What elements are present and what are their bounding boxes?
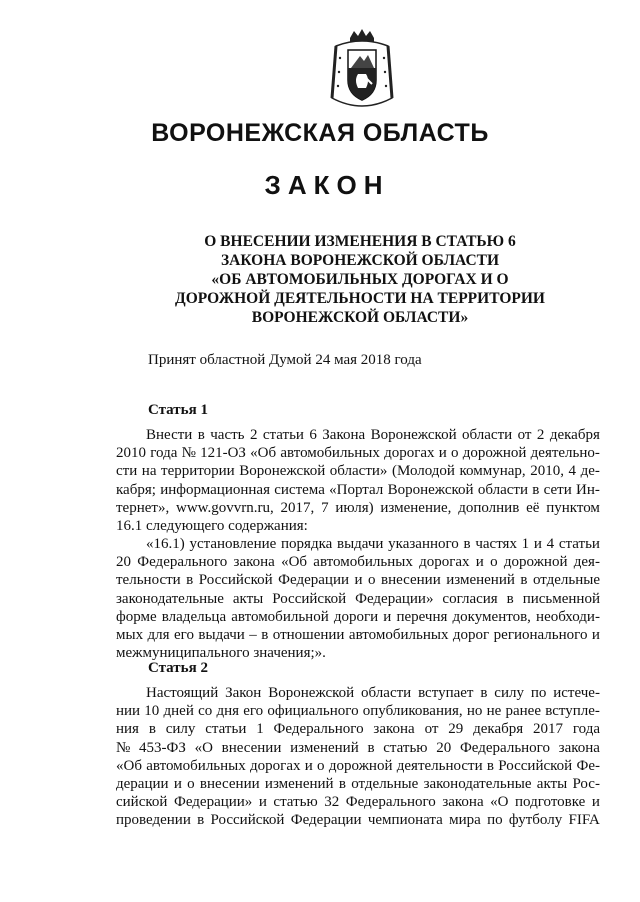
title-line: ЗАКОНА ВОРОНЕЖСКОЙ ОБЛАСТИ bbox=[220, 252, 500, 269]
title-line: ДОРОЖНОЙ ДЕЯТЕЛЬНОСТИ НА ТЕРРИТОРИИ bbox=[175, 290, 545, 307]
article-2-heading: Статья 2 bbox=[148, 660, 208, 676]
adoption-date: Принят областной Думой 24 мая 2018 года bbox=[148, 352, 422, 368]
document-type: ЗАКОН bbox=[264, 170, 390, 200]
region-name: ВОРОНЕЖСКАЯ ОБЛАСТЬ bbox=[151, 119, 489, 147]
text-line: Настоящий Закон Воронежской области вступает в силу по истече- bbox=[146, 685, 600, 701]
text-line: форме владельца автомобильной дороги и перечня документов, необходи- bbox=[116, 608, 600, 625]
text-line: проведении в Российской Федерации чемпионата мира по футболу FIFA bbox=[116, 812, 600, 829]
text-line: ния в силу статьи 1 Федерального закона от 29 декабря 2017 года bbox=[116, 721, 600, 738]
text-line: дерации и о внесении изменений в отдельные законодательные акты Рос- bbox=[116, 775, 600, 792]
title-line: «ОБ АВТОМОБИЛЬНЫХ ДОРОГАХ И О bbox=[211, 271, 509, 288]
title-line: ВОРОНЕЖСКОЙ ОБЛАСТИ» bbox=[251, 309, 469, 326]
text-line: нии 10 дней со дня его официального опубликования, но не ранее вступле- bbox=[116, 703, 600, 720]
text-line: «Об автомобильных дорогах и о дорожной деятельности в Российской Фе- bbox=[116, 757, 600, 774]
text-line: сийской Федерации» и статью 32 Федерального закона «О подготовке и bbox=[116, 794, 600, 811]
article-1-paragraph-1 bbox=[116, 426, 600, 535]
text-line: сти на территории Воронежской области» (Молодой коммунар, 2010, 4 де- bbox=[116, 463, 600, 480]
law-title bbox=[130, 232, 590, 327]
text-line: законодательные акты Российской Федерации» согласия в письменной bbox=[116, 590, 600, 607]
text-line: 2010 года № 121-ОЗ «Об автомобильных дорогах и о дорожной деятельно- bbox=[116, 445, 600, 462]
text-line: межмуниципального значения;». bbox=[116, 645, 326, 662]
text-line: Внести в часть 2 статьи 6 Закона Воронежской области от 2 декабря bbox=[146, 427, 600, 443]
coat-of-arms-icon bbox=[326, 28, 398, 112]
title-line: О ВНЕСЕНИИ ИЗМЕНЕНИЯ В СТАТЬЮ 6 bbox=[204, 233, 516, 250]
text-line: тернет», www.govvrn.ru, 2017, 7 июля) изменение, дополнив её пунктом bbox=[116, 499, 600, 516]
text-line: мых для его выдачи – в отношении автомобильных дорог регионального и bbox=[116, 626, 600, 643]
article-1-heading: Статья 1 bbox=[148, 402, 208, 418]
article-2-paragraph-1 bbox=[116, 684, 600, 830]
text-line: «16.1) установление порядка выдачи указанного в частях 1 и 4 статьи bbox=[146, 536, 600, 552]
text-line: № 453-ФЗ «О внесении изменений в статью 20 Федерального закона bbox=[116, 739, 600, 756]
text-line: 16.1 следующего содержания: bbox=[116, 517, 308, 534]
text-line: 20 Федерального закона «Об автомобильных дорогах и о дорожной дея- bbox=[116, 554, 600, 571]
text-line: кабря; информационная система «Портал Воронежской области в сети Ин- bbox=[116, 481, 600, 498]
text-line: тельности в Российской Федерации и о внесении изменений в отдельные bbox=[116, 572, 600, 589]
article-1-paragraph-2 bbox=[116, 535, 600, 662]
